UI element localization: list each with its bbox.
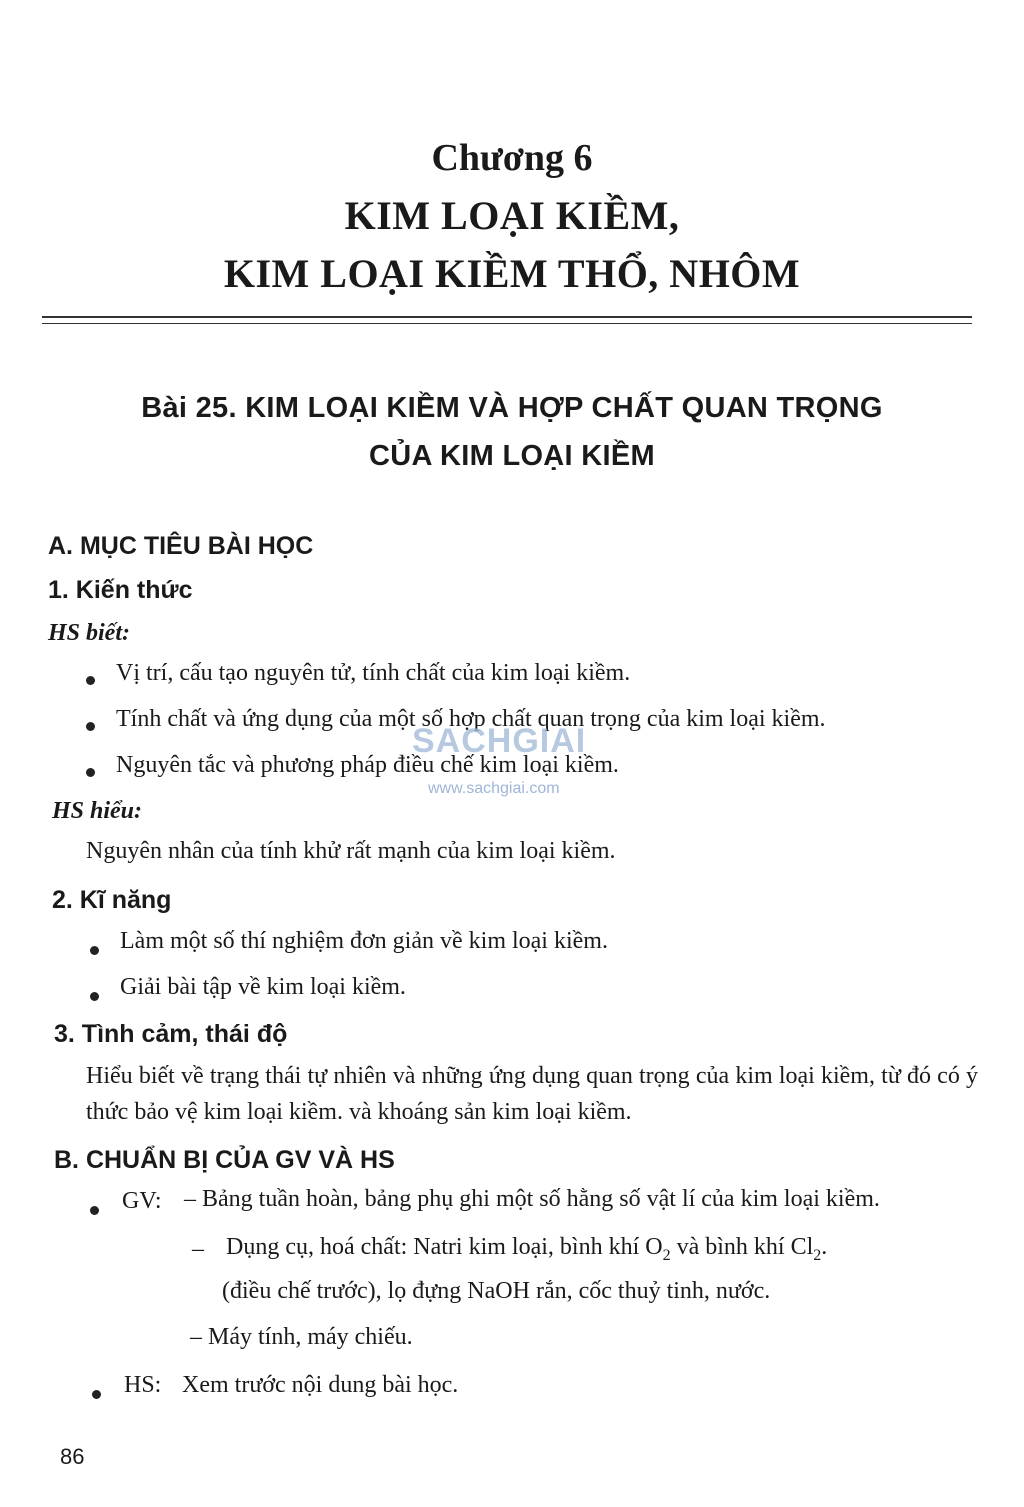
hs-label: HS: <box>124 1372 162 1398</box>
skills-item-1: Làm một số thí nghiệm đơn giản về kim loại kiềm. <box>120 928 608 954</box>
attitude-heading: 3. Tình cảm, thái độ <box>54 1020 288 1048</box>
chapter-number: Chương 6 <box>431 137 593 179</box>
bullet-icon <box>86 676 95 685</box>
knowledge-item-1: Vị trí, cấu tạo nguyên tử, tính chất của kim loại kiềm. <box>116 660 631 686</box>
bullet-icon <box>86 768 95 777</box>
chapter-title-line1: KIM LOẠI KIỀM, <box>344 193 680 238</box>
hs-biet-label: HS biết: <box>48 620 130 646</box>
chapter-divider-bottom <box>42 323 972 324</box>
gv-item-2: Dụng cụ, hoá chất: Natri kim loại, bình khí $O_2$ và bình khí $Cl_2$. <box>226 1234 828 1264</box>
section-a-heading: A. MỤC TIÊU BÀI HỌC <box>48 532 314 560</box>
knowledge-item-3: Nguyên tắc và phương pháp điều chế kim loại kiềm. <box>116 752 619 778</box>
bullet-icon <box>86 722 95 731</box>
bullet-icon <box>90 946 99 955</box>
watermark-url: www.sachgiai.com <box>428 780 560 797</box>
bullet-icon <box>90 992 99 1001</box>
skills-heading: 2. Kĩ năng <box>52 886 172 914</box>
knowledge-heading: 1. Kiến thức <box>48 576 193 604</box>
gv-item-2-continued: (điều chế trước), lọ đựng NaOH rắn, cốc thuỷ tinh, nước. <box>222 1278 771 1304</box>
skills-item-2: Giải bài tập về kim loại kiềm. <box>120 974 406 1000</box>
lesson-title-line2: CỦA KIM LOẠI KIỀM <box>369 440 655 472</box>
chapter-title-line2: KIM LOẠI KIỀM THỔ, NHÔM <box>223 251 801 296</box>
gv-item-3: – Máy tính, máy chiếu. <box>190 1324 413 1350</box>
knowledge-item-2: Tính chất và ứng dụng của một số hợp chất quan trọng của kim loại kiềm. <box>116 706 826 732</box>
gv-label: GV: <box>122 1188 162 1214</box>
chapter-divider-top <box>42 316 972 318</box>
bullet-icon <box>90 1206 99 1215</box>
section-b-heading: B. CHUẨN BỊ CỦA GV VÀ HS <box>54 1146 395 1174</box>
attitude-text: Hiểu biết về trạng thái tự nhiên và những ứng dụng quan trọng của kim loại kiềm, từ đó có ý thức bảo vệ kim loại kiềm. và khoáng sản kim loại kiềm. <box>86 1063 978 1125</box>
gv-item-1: – Bảng tuần hoàn, bảng phụ ghi một số hằng số vật lí của kim loại kiềm. <box>184 1186 880 1212</box>
hs-text: Xem trước nội dung bài học. <box>182 1372 459 1398</box>
page-number: 86 <box>60 1444 85 1469</box>
bullet-icon <box>92 1390 101 1399</box>
watermark-logo: SACHGIAI <box>412 722 587 760</box>
lesson-title-line1: Bài 25. KIM LOẠI KIỀM VÀ HỢP CHẤT QUAN TRỌNG <box>141 392 883 424</box>
gv-item-2-dash: – <box>192 1236 204 1262</box>
hs-hieu-label: HS hiểu: <box>52 798 143 824</box>
hieu-text: Nguyên nhân của tính khử rất mạnh của kim loại kiềm. <box>86 838 616 864</box>
